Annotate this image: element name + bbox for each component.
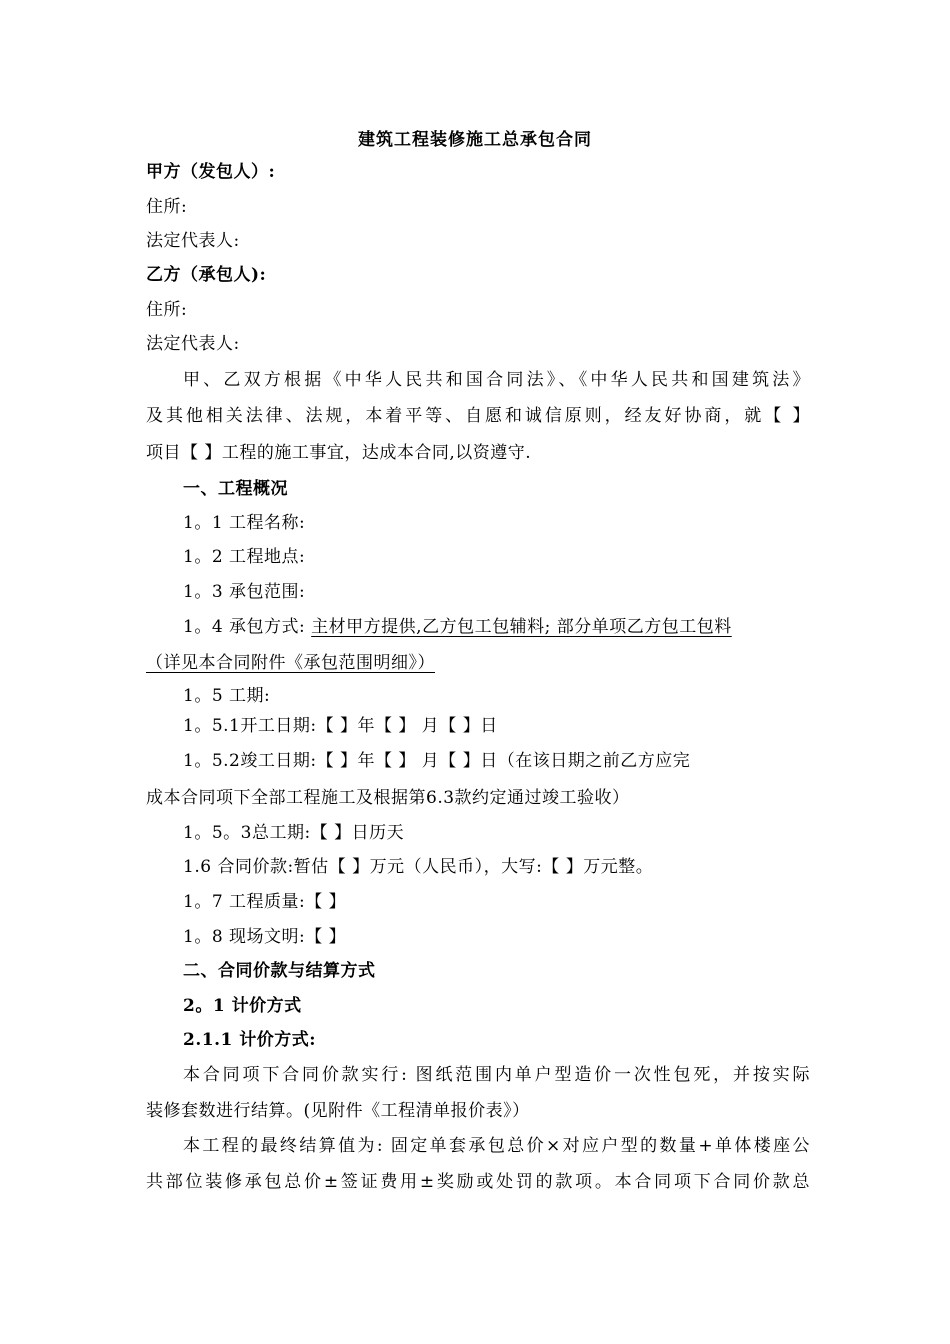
item-1-4-label: 1。4 承包方式: — [183, 617, 306, 637]
party-b-rep: 法定代表人: — [146, 334, 240, 354]
pricing-para-2-line-2: 共部位装修承包总价±签证费用±奖励或处罚的款项。本合同项下合同价款总 — [146, 1172, 810, 1192]
party-b-heading: 乙方（承包人): — [146, 265, 267, 285]
item-1-1: 1。1 工程名称: — [183, 513, 306, 533]
pricing-para-2-line-1: 本工程的最终结算值为: 固定单套承包总价×对应户型的数量+单体楼座公 — [183, 1136, 810, 1156]
subsection-2-1: 2。1 计价方式 — [183, 996, 302, 1016]
item-1-5-3: 1。5。3总工期:【 】日历天 — [183, 823, 405, 843]
item-1-5: 1。5 工期: — [183, 686, 271, 706]
subsection-2-1-1: 2.1.1 计价方式: — [183, 1030, 317, 1050]
item-1-2: 1。2 工程地点: — [183, 547, 306, 567]
section-1-heading: 一、工程概况 — [183, 479, 288, 499]
intro-line-1: 甲、乙双方根据《中华人民共和国合同法》、《中华人民共和国建筑法》 — [183, 370, 810, 390]
item-1-4-cont-text: （详见本合同附件《承包范围明细》） — [146, 653, 435, 673]
item-1-7: 1。7 工程质量:【 】 — [183, 892, 347, 912]
item-1-4 — [183, 615, 810, 639]
item-1-6: 1.6 合同价款:暂估【 】万元（人民币），大写:【 】万元整。 — [183, 857, 654, 877]
pricing-para-1-line-2: 装修套数进行结算。(见附件《工程清单报价表》） — [146, 1101, 530, 1121]
item-1-3: 1。3 承包范围: — [183, 582, 306, 602]
item-1-5-2-continued: 成本合同项下全部工程施工及根据第6.3款约定通过竣工验收） — [146, 788, 630, 808]
party-b-address: 住所: — [146, 300, 188, 320]
intro-line-2: 及其他相关法律、法规，本着平等、自愿和诚信原则，经友好协商，就【 】 — [146, 406, 810, 426]
party-a-heading: 甲方（发包人）: — [146, 162, 276, 182]
intro-line-3: 项目【 】工程的施工事宜，达成本合同,以资遵守. — [146, 443, 532, 463]
item-1-5-1: 1。5.1开工日期:【 】年【 】 月【 】日 — [183, 716, 498, 736]
pricing-para-1-line-1: 本合同项下合同价款实行: 图纸范围内单户型造价一次性包死，并按实际 — [183, 1065, 810, 1085]
party-a-address: 住所: — [146, 197, 188, 217]
item-1-8: 1。8 现场文明:【 】 — [183, 927, 347, 947]
item-1-5-2: 1。5.2竣工日期:【 】年【 】 月【 】日（在该日期之前乙方应完 — [183, 751, 691, 771]
item-1-4-value: 主材甲方提供,乙方包工包辅料; 部分单项乙方包工包料 — [311, 617, 732, 637]
party-a-rep: 法定代表人: — [146, 231, 240, 251]
item-1-4-continued — [146, 651, 810, 675]
document-title: 建筑工程装修施工总承包合同 — [358, 130, 592, 150]
section-2-heading: 二、合同价款与结算方式 — [183, 961, 376, 981]
